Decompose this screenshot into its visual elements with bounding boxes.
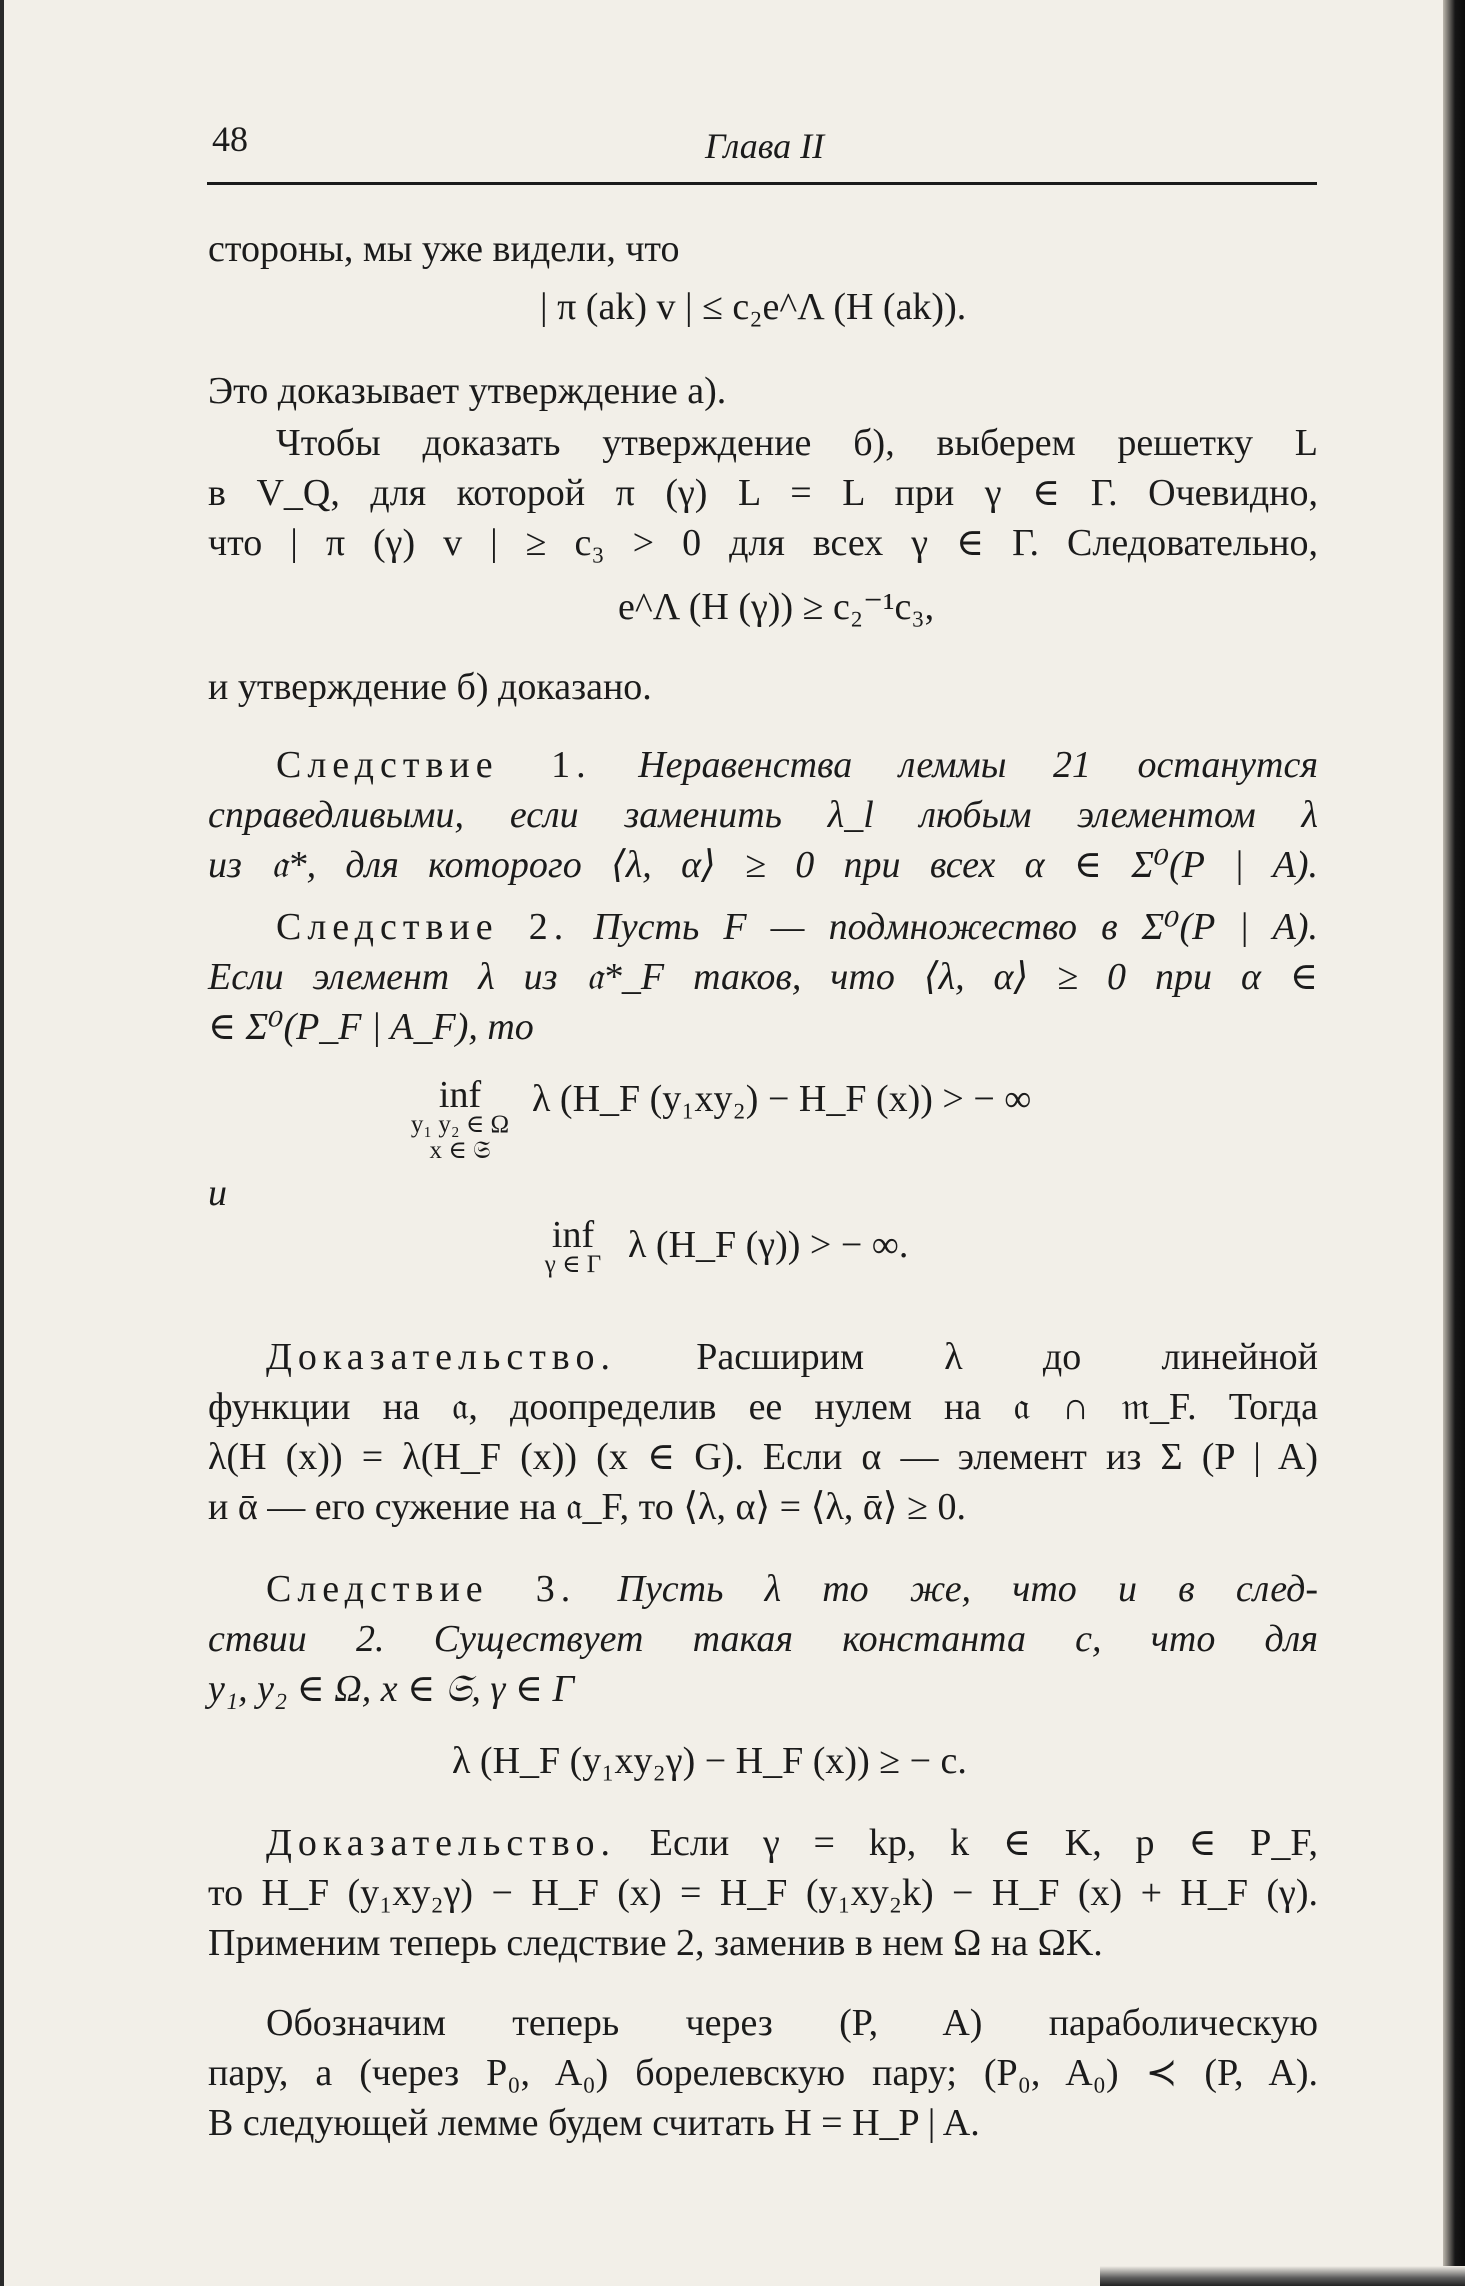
text-line: и утверждение б) доказано.	[208, 666, 652, 708]
formula-3-limit-1: y₁ y₂ ∈ Ω	[410, 1111, 510, 1138]
text-line: В следующей лемме будем считать H = H_P | A.	[208, 2102, 980, 2144]
formula-4-limit: γ ∈ Γ	[544, 1251, 602, 1278]
proof-2-line: то H_F (y₁xy₂γ) − H_F (x) = H_F (y₁xy₂k) − H_F (x) + H_F (γ).	[208, 1872, 1318, 1914]
proof-1-line: λ(H (x)) = λ(H_F (x)) (x ∈ G). Если α — элемент из Σ (P | A)	[208, 1436, 1318, 1478]
proof-2-label: Доказательство.	[266, 1822, 616, 1864]
text-line: стороны, мы уже видели, что	[208, 228, 680, 270]
conjunction: и	[208, 1172, 227, 1214]
formula-4-inf	[528, 1214, 618, 1278]
text-line: Это доказывает утверждение а).	[208, 370, 727, 412]
proof-1-line	[266, 1334, 1318, 1380]
text-line: Обозначим теперь через (P, A) параболическую	[266, 2002, 1318, 2044]
page-bottom-edge	[1100, 2266, 1465, 2286]
formula-3-inf	[405, 1074, 515, 1164]
corollary-1-label: Следствие 1.	[276, 744, 592, 786]
corollary-2-label: Следствие 2.	[276, 906, 570, 948]
formula-4-operator: inf	[551, 1214, 595, 1256]
proof-1-label: Доказательство.	[266, 1336, 616, 1378]
corollary-2-line: ∈ Σ⁰(P_F | A_F), то	[208, 1006, 534, 1048]
corollary-1-line: из 𝔞*, для которого ⟨λ, α⟩ ≥ 0 при всех α ∈ Σ⁰(P | A).	[208, 844, 1318, 886]
corollary-2-line	[276, 904, 1318, 950]
proof-1-text: Расширим λ до линейной	[696, 1336, 1318, 1378]
corollary-3-line	[266, 1566, 1318, 1612]
proof-2-line: Применим теперь следствие 2, заменив в нем Ω на ΩK.	[208, 1922, 1103, 1964]
corollary-1-line: справедливыми, если заменить λ_l любым элементом λ	[208, 794, 1318, 836]
chapter-heading: Глава II	[705, 126, 825, 166]
formula-3-expression: λ (H_F (y₁xy₂) − H_F (x)) > − ∞	[532, 1078, 1032, 1120]
formula-inequality-1: | π (ak) v | ≤ c₂e^Λ (H (ak)).	[540, 286, 967, 328]
text-line: что | π (γ) v | ≥ c₃ > 0 для всех γ ∈ Γ. Следовательно,	[208, 522, 1318, 564]
formula-4-expression: λ (H_F (γ)) > − ∞.	[628, 1224, 909, 1266]
corollary-1-line	[276, 742, 1318, 788]
text-line: пару, а (через P₀, A₀) борелевскую пару; (P₀, A₀) ≺ (P, A).	[208, 2052, 1318, 2094]
corollary-3-label: Следствие 3.	[266, 1568, 577, 1610]
page-number: 48	[212, 119, 248, 159]
corollary-3-text: Пусть λ то же, что и в след-	[617, 1568, 1319, 1610]
proof-2-text: Если γ = kp, k ∈ K, p ∈ P_F,	[649, 1822, 1318, 1864]
page-right-edge	[1443, 0, 1465, 2286]
proof-2-line	[266, 1820, 1318, 1866]
corollary-3-line: y₁, y₂ ∈ Ω, x ∈ 𝔖, γ ∈ Γ	[208, 1668, 575, 1710]
formula-5: λ (H_F (y₁xy₂γ) − H_F (x)) ≥ − c.	[452, 1740, 967, 1782]
corollary-3-line: ствии 2. Существует такая константа c, что для	[208, 1618, 1318, 1660]
proof-1-line: функции на 𝔞, доопределив ее нулем на 𝔞 ∩ 𝔪_F. Тогда	[208, 1386, 1318, 1428]
text-line: Чтобы доказать утверждение б), выберем решетку L	[276, 422, 1318, 464]
corollary-1-text: Неравенства леммы 21 останутся	[638, 744, 1319, 786]
corollary-2-line: Если элемент λ из 𝔞*_F таков, что ⟨λ, α⟩ ≥ 0 при α ∈	[208, 956, 1318, 998]
text-line: в V_Q, для которой π (γ) L = L при γ ∈ Γ. Очевидно,	[208, 472, 1318, 514]
corollary-2-text: Пусть F — подмножество в Σ⁰(P | A).	[593, 906, 1319, 948]
formula-3-limit-2: x ∈ 𝔖	[429, 1137, 491, 1164]
page-left-edge	[0, 0, 4, 2286]
proof-1-line: и ᾱ — его сужение на 𝔞_F, то ⟨λ, α⟩ = ⟨λ, ᾱ⟩ ≥ 0.	[208, 1486, 966, 1528]
formula-3-operator: inf	[438, 1074, 482, 1116]
formula-inequality-2: e^Λ (H (γ)) ≥ c₂⁻¹c₃,	[618, 586, 935, 628]
header-rule	[207, 182, 1317, 185]
